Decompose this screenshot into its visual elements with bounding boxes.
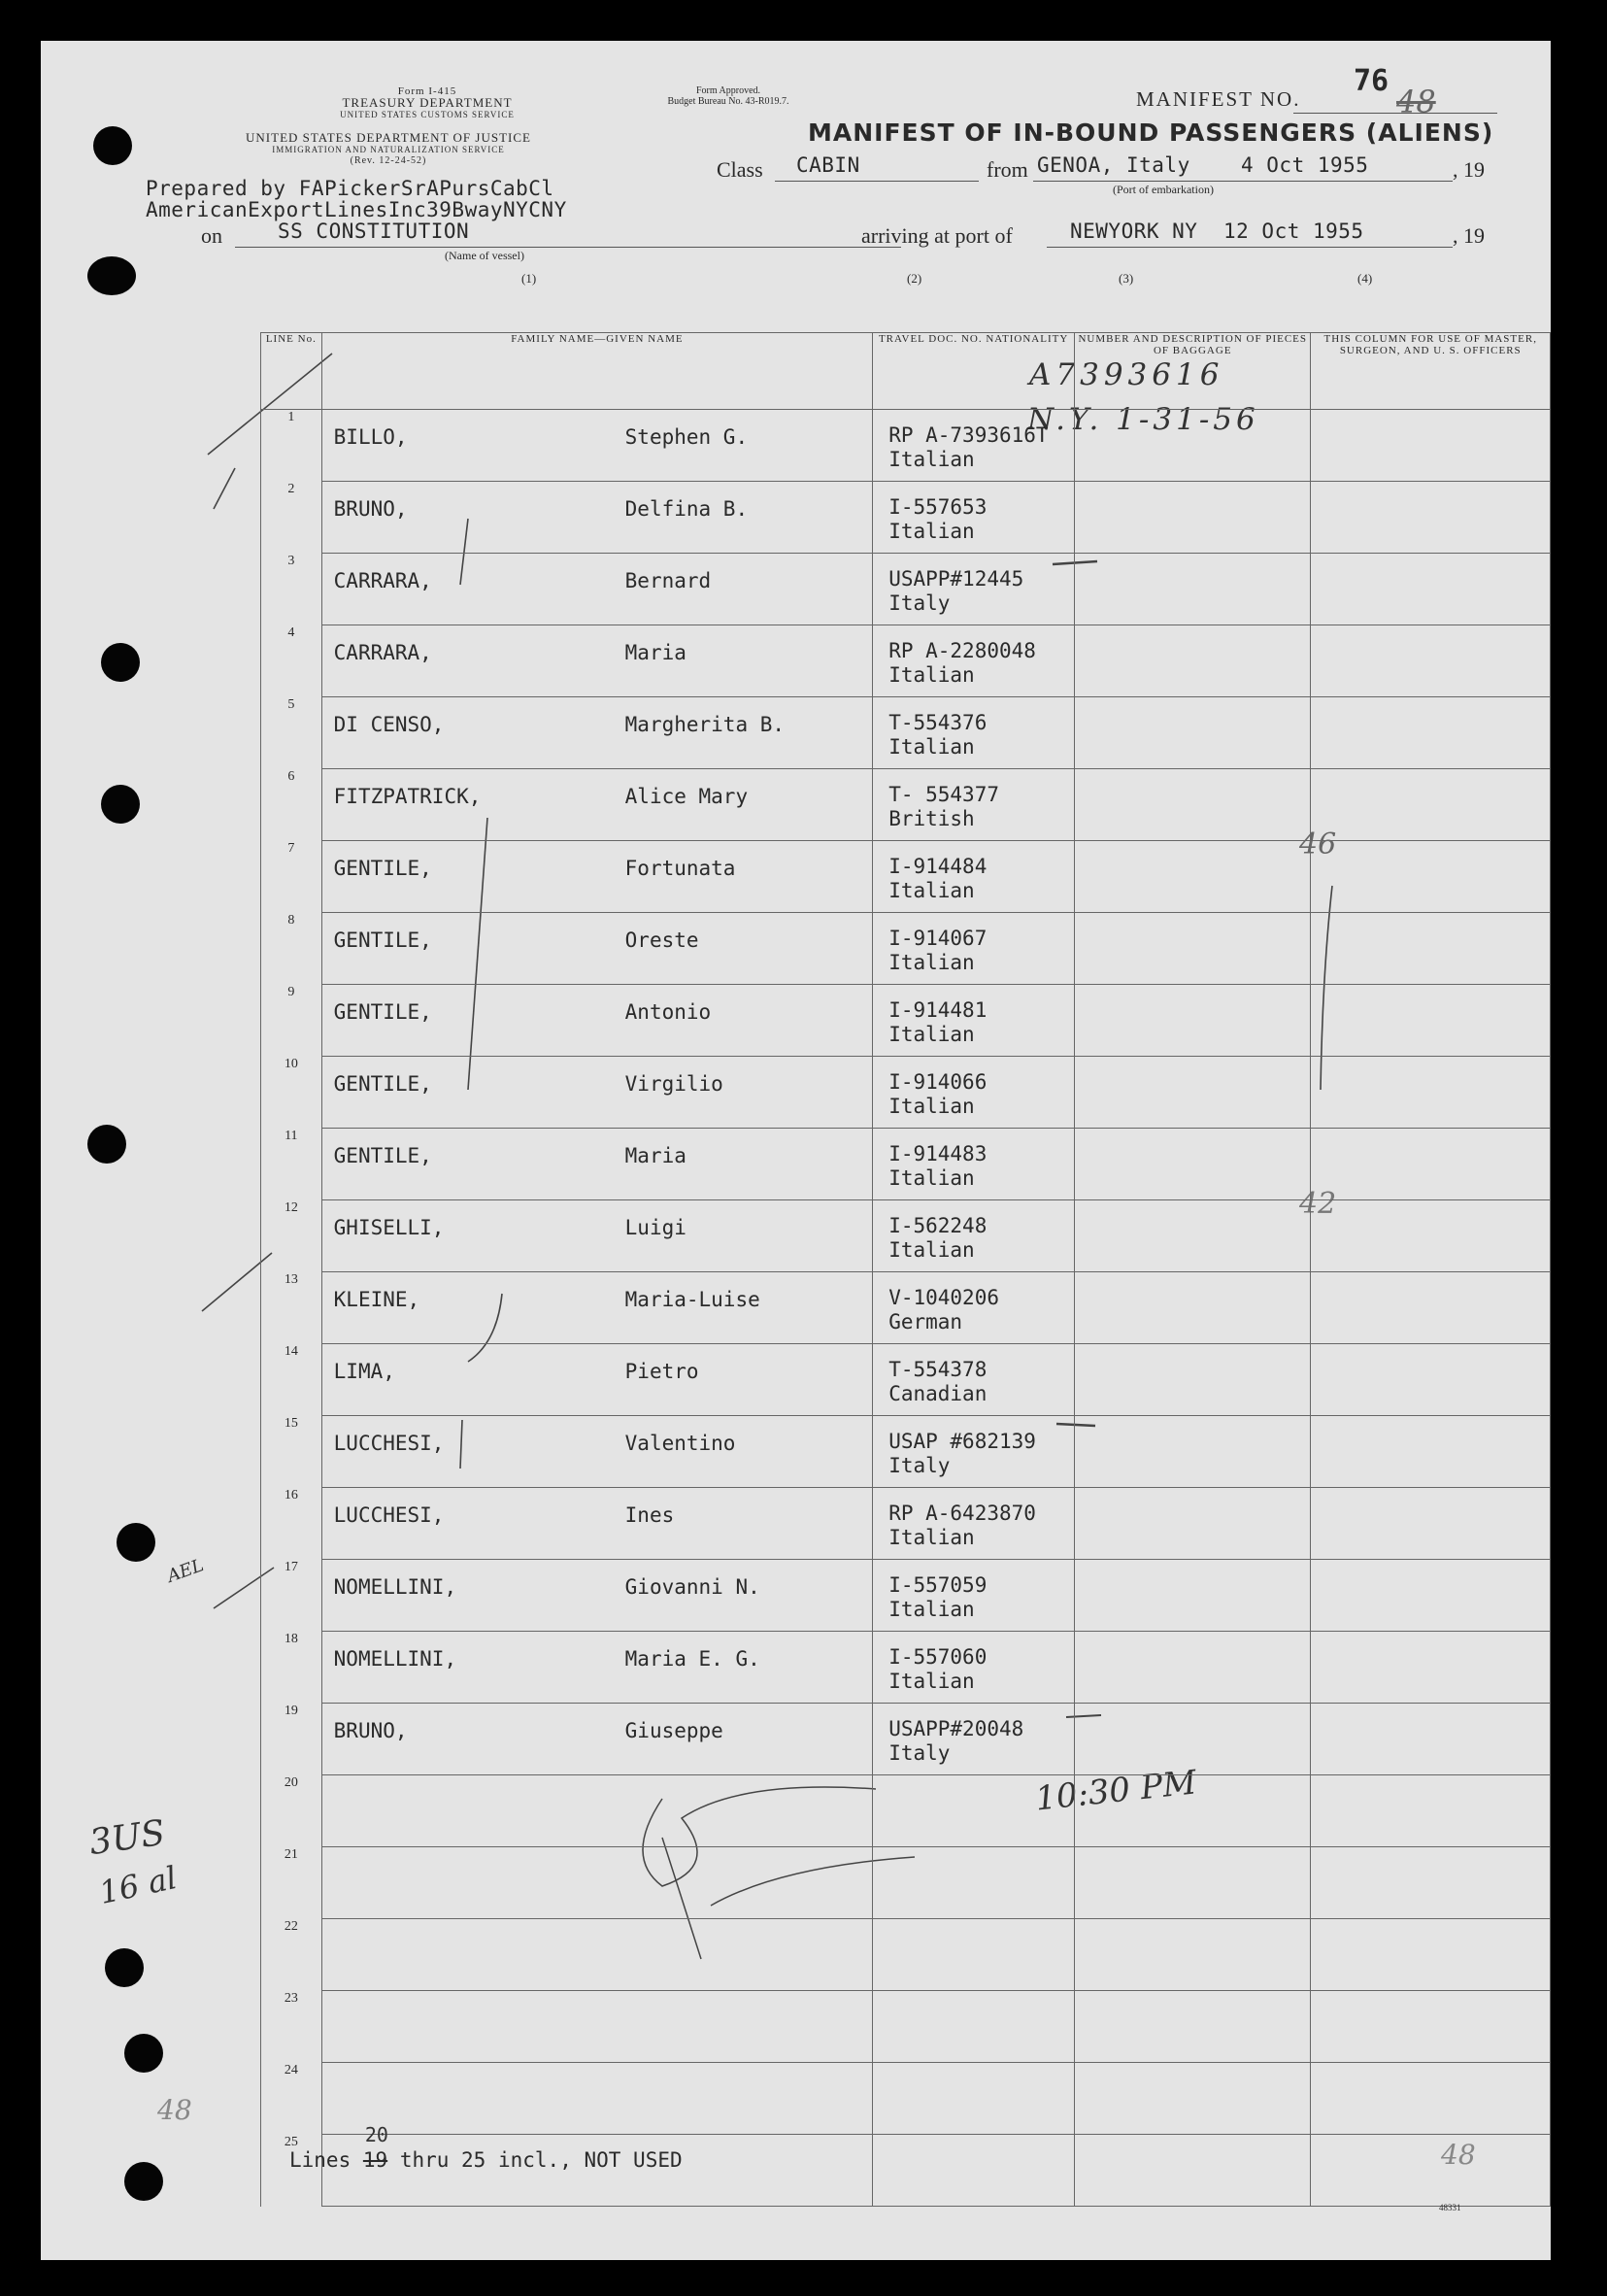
- col-number-4: (4): [1357, 271, 1373, 286]
- binder-hole: [87, 256, 136, 295]
- travel-doc: USAPP#20048: [888, 1717, 1024, 1740]
- officer-cell: [1311, 1991, 1551, 2063]
- doc-cell: [873, 1775, 1075, 1847]
- table-row: [261, 482, 1551, 554]
- given-name: Oreste: [624, 929, 699, 952]
- travel-doc: RP A-7393616T: [888, 423, 1049, 447]
- officer-cell: [1311, 1919, 1551, 1991]
- line-number: 9: [261, 985, 322, 1057]
- arriving-label: arriving at port of: [861, 223, 1013, 248]
- travel-doc: RP A-6423870: [888, 1502, 1036, 1525]
- binder-hole: [101, 643, 140, 682]
- line-number: 10: [261, 1057, 322, 1129]
- corrected-line-number: 20: [364, 2123, 388, 2146]
- baggage-cell: [1075, 841, 1311, 913]
- officer-cell: [1311, 913, 1551, 985]
- doc-cell: [873, 985, 1075, 1057]
- family-name: NOMELLINI,: [333, 1575, 457, 1599]
- travel-doc: I-557653: [888, 495, 988, 519]
- doc-cell: [873, 1632, 1075, 1704]
- line-number: 2: [261, 482, 322, 554]
- baggage-cell: [1075, 1847, 1311, 1919]
- baggage-cell: [1075, 1416, 1311, 1488]
- family-name: [322, 1775, 625, 1791]
- doc-cell: [873, 841, 1075, 913]
- budget-bureau: Budget Bureau No. 43-R019.7.: [667, 96, 789, 107]
- justice-department: UNITED STATES DEPARTMENT OF JUSTICE: [246, 130, 531, 145]
- doc-cell: [873, 1200, 1075, 1272]
- given-name: Giuseppe: [624, 1719, 723, 1742]
- travel-doc: T-554378: [888, 1358, 988, 1381]
- baggage-cell: [1075, 1057, 1311, 1129]
- nationality: Italian: [888, 1166, 975, 1190]
- officer-cell: [1311, 1200, 1551, 1272]
- table-row: [261, 985, 1551, 1057]
- officer-cell: [1311, 1344, 1551, 1416]
- baggage-cell: [1075, 554, 1311, 625]
- table-row: [261, 1847, 1551, 1919]
- family-name: LIMA,: [333, 1360, 395, 1383]
- name-cell: [321, 1991, 873, 2063]
- table-row: [261, 1416, 1551, 1488]
- line-number: 7: [261, 841, 322, 913]
- baggage-cell: [1075, 410, 1311, 482]
- name-cell: [321, 769, 873, 841]
- officer-cell: [1311, 1847, 1551, 1919]
- nationality: Italian: [888, 1526, 975, 1549]
- baggage-cell: [1075, 1704, 1311, 1775]
- nationality: Italian: [888, 663, 975, 687]
- family-name: CARRARA,: [333, 641, 432, 664]
- table-row: [261, 769, 1551, 841]
- family-name: NOMELLINI,: [333, 1647, 457, 1671]
- nationality: Italian: [888, 735, 975, 759]
- officer-cell: [1311, 625, 1551, 697]
- line-number: 14: [261, 1344, 322, 1416]
- name-cell: [321, 1200, 873, 1272]
- given-name: Giovanni N.: [624, 1575, 760, 1599]
- given-name: Alice Mary: [624, 785, 749, 808]
- name-cell: [321, 841, 873, 913]
- header-line-no: LINE No.: [261, 333, 322, 410]
- travel-doc: I-914483: [888, 1142, 988, 1165]
- nationality: German: [888, 1310, 963, 1334]
- doc-cell: [873, 554, 1075, 625]
- binder-hole: [93, 126, 132, 165]
- manifest-number: 76: [1354, 64, 1389, 98]
- form-approved: Form Approved.: [695, 85, 761, 96]
- table-row: [261, 1560, 1551, 1632]
- form-number: Form I-415: [397, 85, 457, 97]
- given-name: Fortunata: [624, 857, 736, 880]
- baggage-cell: [1075, 1775, 1311, 1847]
- family-name: BILLO,: [333, 425, 408, 449]
- line-number: 6: [261, 769, 322, 841]
- baggage-cell: [1075, 913, 1311, 985]
- officer-cell: [1311, 769, 1551, 841]
- travel-doc: I-914066: [888, 1070, 988, 1094]
- baggage-cell: [1075, 1129, 1311, 1200]
- baggage-cell: [1075, 1272, 1311, 1344]
- travel-doc: I-914067: [888, 927, 988, 950]
- doc-cell: [873, 1847, 1075, 1919]
- nationality: Italy: [888, 1454, 951, 1477]
- header-name: FAMILY NAME—GIVEN NAME: [321, 333, 873, 410]
- treasury-department: TREASURY DEPARTMENT: [342, 95, 513, 110]
- line-number: 3: [261, 554, 322, 625]
- not-used-prefix: Lines: [289, 2148, 352, 2172]
- passenger-table: [260, 332, 1551, 2207]
- travel-doc: USAP #682139: [888, 1430, 1036, 1453]
- nationality: Italy: [888, 1741, 951, 1765]
- baggage-cell: [1075, 1560, 1311, 1632]
- doc-cell: [873, 1488, 1075, 1560]
- name-cell: [321, 985, 873, 1057]
- name-cell: [321, 410, 873, 482]
- given-name: Virgilio: [624, 1072, 723, 1096]
- arrival-date: 12 Oct 1955: [1223, 219, 1364, 243]
- vessel-caption: (Name of vessel): [445, 249, 524, 262]
- nationality: Italian: [888, 1023, 975, 1046]
- doc-cell: [873, 1416, 1075, 1488]
- nationality: Italian: [888, 1670, 975, 1693]
- officer-cell: [1311, 554, 1551, 625]
- manifest-page: [41, 41, 1551, 2260]
- name-cell: [321, 482, 873, 554]
- name-cell: [321, 1416, 873, 1488]
- doc-cell: [873, 1704, 1075, 1775]
- baggage-cell: [1075, 1632, 1311, 1704]
- table-row: [261, 2063, 1551, 2135]
- old-manifest-number: 48: [1396, 84, 1436, 120]
- officer-cell: [1311, 1129, 1551, 1200]
- doc-cell: [873, 1272, 1075, 1344]
- given-name: Maria: [624, 1144, 686, 1167]
- given-name: Margherita B.: [624, 713, 786, 736]
- table-row: [261, 697, 1551, 769]
- family-name: [322, 1847, 625, 1863]
- baggage-cell: [1075, 697, 1311, 769]
- doc-cell: [873, 913, 1075, 985]
- family-name: GENTILE,: [333, 1144, 432, 1167]
- arrival-port: NEWYORK NY: [1070, 219, 1198, 243]
- given-name: Luigi: [624, 1216, 686, 1239]
- table-row: [261, 1488, 1551, 1560]
- baggage-cell: [1075, 769, 1311, 841]
- departure-date: 4 Oct 1955: [1241, 153, 1369, 177]
- manifest-label: MANIFEST NO.: [1136, 87, 1301, 111]
- officer-cell: [1311, 985, 1551, 1057]
- from-label: from: [987, 157, 1028, 182]
- travel-doc: I-914481: [888, 998, 988, 1022]
- year-label: , 19: [1453, 157, 1485, 182]
- inspection-time: 10:30 PM: [1033, 1763, 1199, 1819]
- not-used-suffix: thru 25 incl., NOT USED: [399, 2148, 683, 2172]
- ins-service: IMMIGRATION AND NATURALIZATION SERVICE: [272, 145, 505, 154]
- line-number: 20: [261, 1775, 322, 1847]
- binder-hole: [124, 2034, 163, 2073]
- print-code: 48331: [1439, 2203, 1461, 2212]
- table-row: [261, 1919, 1551, 1991]
- line-number: 22: [261, 1919, 322, 1991]
- doc-cell: [873, 1560, 1075, 1632]
- col-number-3: (3): [1119, 271, 1134, 286]
- name-cell: [321, 1704, 873, 1775]
- officer-cell: [1311, 1775, 1551, 1847]
- family-name: KLEINE,: [333, 1288, 420, 1311]
- shipping-company: AmericanExportLinesInc39BwayNYCNY: [146, 198, 567, 221]
- name-cell: [321, 1488, 873, 1560]
- name-cell: [321, 1847, 873, 1919]
- header-travel-doc: TRAVEL DOC. NO. NATIONALITY: [873, 333, 1075, 410]
- officer-cell: [1311, 1632, 1551, 1704]
- doc-cell: [873, 482, 1075, 554]
- given-name: Valentino: [624, 1432, 736, 1455]
- given-name: Pietro: [624, 1360, 699, 1383]
- table-row: [261, 554, 1551, 625]
- line-number: 15: [261, 1416, 322, 1488]
- nationality: Italian: [888, 1095, 975, 1118]
- line-number: 13: [261, 1272, 322, 1344]
- baggage-cell: [1075, 1200, 1311, 1272]
- nationality: Italian: [888, 448, 975, 471]
- table-row: [261, 1704, 1551, 1775]
- baggage-cell: [1075, 625, 1311, 697]
- officer-cell: [1311, 1416, 1551, 1488]
- table-row: [261, 1272, 1551, 1344]
- initials-mark: AEL: [164, 1555, 207, 1587]
- travel-doc: T- 554377: [888, 783, 999, 806]
- col-number-2: (2): [907, 271, 922, 286]
- doc-cell: [873, 1129, 1075, 1200]
- officer-cell: [1311, 1057, 1551, 1129]
- line-number: 11: [261, 1129, 322, 1200]
- family-name: BRUNO,: [333, 497, 408, 521]
- table-row: [261, 1991, 1551, 2063]
- baggage-cell: [1075, 1488, 1311, 1560]
- given-name: Maria-Luise: [624, 1288, 760, 1311]
- nationality: Italian: [888, 951, 975, 974]
- table-row: [261, 410, 1551, 482]
- baggage-cell: [1075, 2135, 1311, 2207]
- baggage-cell: [1075, 1919, 1311, 1991]
- page-mark-right: 48: [1441, 2139, 1476, 2171]
- table-row: [261, 913, 1551, 985]
- name-cell: [321, 2063, 873, 2135]
- nationality: Italian: [888, 1238, 975, 1262]
- given-name: Maria: [624, 641, 686, 664]
- form-revision: (Rev. 12-24-52): [350, 155, 427, 166]
- baggage-note-1: A7393616: [1029, 357, 1224, 392]
- baggage-note-2: N.Y. 1-31-56: [1027, 402, 1259, 437]
- officer-mark-2: 42: [1299, 1187, 1337, 1221]
- officer-cell: [1311, 1272, 1551, 1344]
- line-number: 17: [261, 1560, 322, 1632]
- prepared-by: Prepared by FAPickerSrAPursCabCl: [146, 177, 554, 200]
- given-name: Ines: [624, 1503, 675, 1527]
- table-row: [261, 1129, 1551, 1200]
- name-cell: [321, 1272, 873, 1344]
- binder-hole: [117, 1523, 155, 1562]
- line-number: 16: [261, 1488, 322, 1560]
- line-number: 5: [261, 697, 322, 769]
- baggage-cell: [1075, 985, 1311, 1057]
- binder-hole: [105, 1948, 144, 1987]
- struck-line-number: [362, 2123, 388, 2172]
- given-name: Maria E. G.: [624, 1647, 760, 1671]
- doc-cell: [873, 410, 1075, 482]
- embarkation-port: GENOA, Italy: [1037, 153, 1190, 177]
- name-cell: [321, 1560, 873, 1632]
- nationality: Italy: [888, 591, 951, 615]
- binder-hole: [87, 1125, 126, 1164]
- col-number-1: (1): [521, 271, 537, 286]
- travel-doc: RP A-2280048: [888, 639, 1036, 662]
- family-name: LUCCHESI,: [333, 1432, 445, 1455]
- nationality: Italian: [888, 1598, 975, 1621]
- line-number: 19: [261, 1704, 322, 1775]
- officer-mark-1: 46: [1299, 827, 1337, 861]
- baggage-cell: [1075, 1991, 1311, 2063]
- margin-note-2: 16 al: [95, 1859, 181, 1911]
- family-name: BRUNO,: [333, 1719, 408, 1742]
- class-label: Class: [717, 157, 763, 182]
- name-cell: [321, 1632, 873, 1704]
- table-row: [261, 1057, 1551, 1129]
- nationality: British: [888, 807, 975, 830]
- name-cell: [321, 697, 873, 769]
- binder-hole: [101, 785, 140, 824]
- nationality: Italian: [888, 879, 975, 902]
- officer-cell: [1311, 1560, 1551, 1632]
- header-baggage: NUMBER AND DESCRIPTION OF PIECES OF BAGGAGE: [1075, 333, 1311, 410]
- travel-doc: I-914484: [888, 855, 988, 878]
- not-used-note: [289, 2123, 683, 2172]
- given-name: Stephen G.: [624, 425, 749, 449]
- travel-doc: V-1040206: [888, 1286, 999, 1309]
- travel-doc: I-557060: [888, 1645, 988, 1669]
- table-row: [261, 1344, 1551, 1416]
- family-name: [322, 1919, 625, 1935]
- travel-doc: USAPP#12445: [888, 567, 1024, 591]
- table-row: [261, 625, 1551, 697]
- nationality: Italian: [888, 520, 975, 543]
- officer-cell: [1311, 1488, 1551, 1560]
- customs-service: UNITED STATES CUSTOMS SERVICE: [340, 110, 515, 119]
- name-cell: [321, 1344, 873, 1416]
- binder-hole: [124, 2162, 163, 2201]
- family-name: GHISELLI,: [333, 1216, 445, 1239]
- vessel-name: SS CONSTITUTION: [278, 219, 470, 243]
- name-cell: [321, 1129, 873, 1200]
- line-number: 18: [261, 1632, 322, 1704]
- family-name: LUCCHESI,: [333, 1503, 445, 1527]
- line-number: 25: [261, 2135, 322, 2207]
- officer-cell: [1311, 697, 1551, 769]
- name-cell: [321, 554, 873, 625]
- family-name: GENTILE,: [333, 857, 432, 880]
- nationality: Canadian: [888, 1382, 988, 1405]
- struck-line-value: 19: [362, 2148, 388, 2172]
- table-row: [261, 1632, 1551, 1704]
- given-name: Bernard: [624, 569, 712, 592]
- line-number: 23: [261, 1991, 322, 2063]
- given-name: Delfina B.: [624, 497, 749, 521]
- travel-doc: I-562248: [888, 1214, 988, 1237]
- officer-cell: [1311, 2063, 1551, 2135]
- port-caption: (Port of embarkation): [1113, 183, 1214, 196]
- officer-cell: [1311, 482, 1551, 554]
- header-officers: THIS COLUMN FOR USE OF MASTER, SURGEON, AND U. S. OFFICERS: [1311, 333, 1551, 410]
- manifest-title: MANIFEST OF IN-BOUND PASSENGERS (ALIENS): [808, 118, 1494, 147]
- name-cell: [321, 1775, 873, 1847]
- doc-cell: [873, 1057, 1075, 1129]
- travel-doc: I-557059: [888, 1573, 988, 1597]
- officer-cell: [1311, 841, 1551, 913]
- doc-cell: [873, 1919, 1075, 1991]
- baggage-cell: [1075, 2063, 1311, 2135]
- doc-cell: [873, 2135, 1075, 2207]
- margin-note-1: 3US: [86, 1812, 168, 1864]
- doc-cell: [873, 1991, 1075, 2063]
- line-number: 4: [261, 625, 322, 697]
- check-mark-2: [214, 468, 235, 509]
- class-value: CABIN: [796, 153, 860, 177]
- line-number: 24: [261, 2063, 322, 2135]
- officer-cell: [1311, 410, 1551, 482]
- line-number: 12: [261, 1200, 322, 1272]
- year-label-2: , 19: [1453, 223, 1485, 248]
- family-name: CARRARA,: [333, 569, 432, 592]
- table-row: [261, 1775, 1551, 1847]
- line-number: 1: [261, 410, 322, 482]
- family-name: GENTILE,: [333, 1000, 432, 1024]
- doc-cell: [873, 625, 1075, 697]
- family-name: DI CENSO,: [333, 713, 445, 736]
- line-number: 21: [261, 1847, 322, 1919]
- family-name: GENTILE,: [333, 929, 432, 952]
- officer-cell: [1311, 1704, 1551, 1775]
- name-cell: [321, 913, 873, 985]
- family-name: [322, 1991, 625, 2007]
- table-row: [261, 1200, 1551, 1272]
- name-cell: [321, 1919, 873, 1991]
- family-name: FITZPATRICK,: [333, 785, 482, 808]
- given-name: Antonio: [624, 1000, 712, 1024]
- name-cell: [321, 625, 873, 697]
- line-number: 8: [261, 913, 322, 985]
- doc-cell: [873, 1344, 1075, 1416]
- table-row: [261, 841, 1551, 913]
- family-name: [322, 2063, 625, 2078]
- officer-cell: [1311, 2135, 1551, 2207]
- doc-cell: [873, 2063, 1075, 2135]
- doc-cell: [873, 697, 1075, 769]
- page-mark-left: 48: [157, 2094, 192, 2126]
- baggage-cell: [1075, 482, 1311, 554]
- passenger-rows: [261, 410, 1551, 2207]
- name-cell: [321, 1057, 873, 1129]
- on-label: on: [201, 223, 222, 248]
- doc-cell: [873, 769, 1075, 841]
- family-name: GENTILE,: [333, 1072, 432, 1096]
- baggage-cell: [1075, 1344, 1311, 1416]
- travel-doc: T-554376: [888, 711, 988, 734]
